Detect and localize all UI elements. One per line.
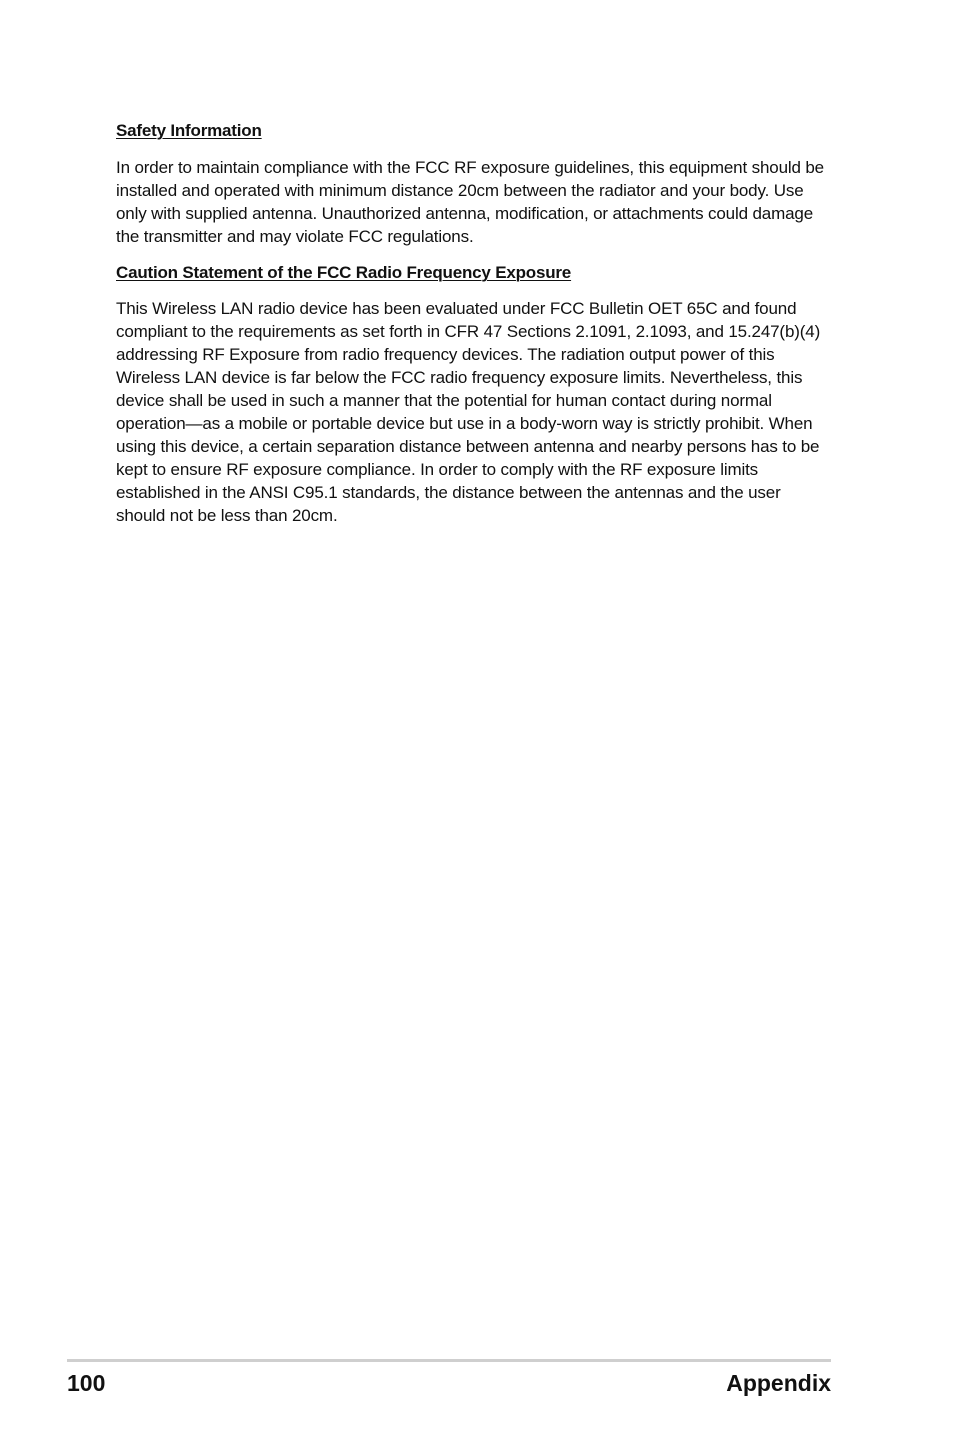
footer-divider (67, 1359, 831, 1362)
document-body (116, 119, 832, 527)
safety-information-heading: Safety Information (116, 121, 262, 140)
page-number: 100 (67, 1370, 106, 1396)
safety-information-paragraph: In order to maintain compliance with the FCC RF exposure guidelines, this equipment should be installed and operated with minimum distance 20cm between the radiator and your body. Use only with supplied antenna. Unauthorized antenna, modification, or attachments could damage the transmitter and may violate FCC regulations. (116, 158, 824, 246)
fcc-caution-heading: Caution Statement of the FCC Radio Frequency Exposure (116, 263, 572, 282)
footer-section-title: Appendix (726, 1370, 831, 1396)
fcc-caution-paragraph: This Wireless LAN radio device has been evaluated under FCC Bulletin OET 65C and found compliant to the requirements as set forth in CFR 47 Sections 2.1091, 2.1093, and 15.247(b)(4) addressing RF Exposure from radio frequency devices. The radiation output power of this Wireless LAN device is far below the FCC radio frequency exposure limits. Nevertheless, this device shall be used in such a manner that the potential for human contact during normal operation—as a mobile or portable device but use in a body-worn way is strictly prohibit. When using this device, a certain separation distance between antenna and nearby persons has to be kept to ensure RF exposure compliance. In order to comply with the RF exposure limits established in the ANSI C95.1 standards, the distance between the antennas and the user should not be less than 20cm. (116, 299, 821, 525)
